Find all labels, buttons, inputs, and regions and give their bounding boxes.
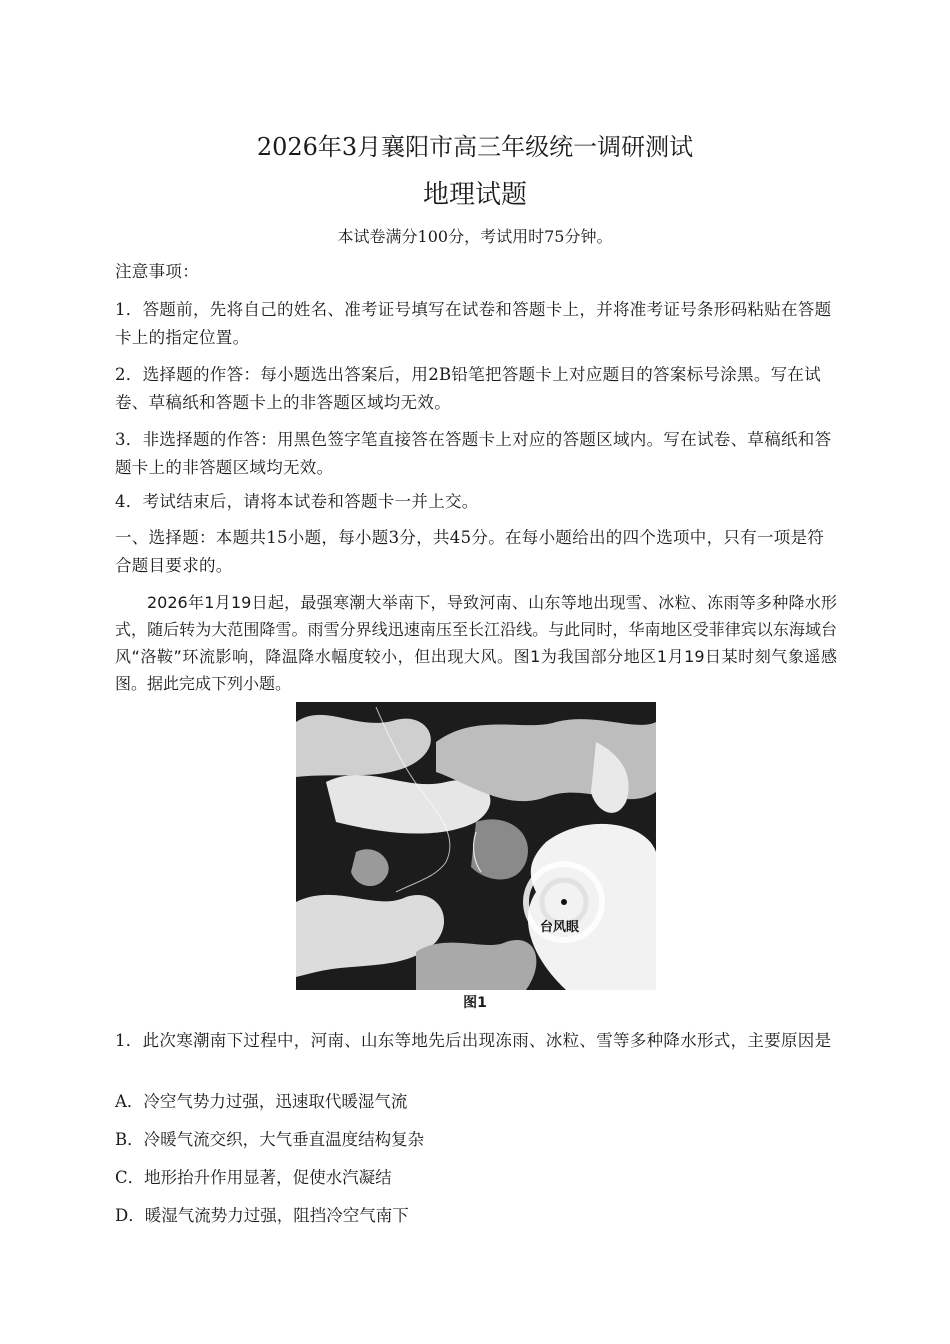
note-item-2: 2．选择题的作答：每小题选出答案后，用2B铅笔把答题卡上对应题目的答案标号涂黑。写在试卷、草稿纸和答题卡上的非答题区域均无效。 — [115, 365, 822, 412]
note-item-4: 4．考试结束后，请将本试卷和答题卡一并上交。 — [115, 492, 479, 511]
section-intro: 一、选择题：本题共15小题，每小题3分，共45分。在每小题给出的四个选项中，只有一项是符合题目要求的。 — [115, 528, 825, 575]
figure-caption: 图1 — [463, 995, 487, 1011]
question-1-option-c[interactable]: C．地形抬升作用显著，促使水汽凝结 — [115, 1168, 392, 1187]
question-1-stem: 1．此次寒潮南下过程中，河南、山东等地先后出现冻雨、冰粒、雪等多种降水形式，主要原因是 — [115, 1031, 832, 1050]
question-1-option-b[interactable]: B．冷暖气流交织，大气垂直温度结构复杂 — [115, 1130, 425, 1149]
question-1-option-a[interactable]: A．冷空气势力过强，迅速取代暖湿气流 — [115, 1092, 408, 1111]
satellite-image — [296, 702, 656, 990]
note-item-3: 3．非选择题的作答：用黑色签字笔直接答在答题卡上对应的答题区域内。写在试卷、草稿纸和答题卡上的非答题区域均无效。 — [115, 430, 832, 477]
exam-title: 2026年3月襄阳市高三年级统一调研测试 — [256, 133, 694, 161]
reading-passage: 2026年1月19日起，最强寒潮大举南下，导致河南、山东等地出现雪、冰粒、冻雨等多种降水形式，随后转为大范围降雪。雨雪分界线迅速南压至长江沿线。与此同时，华南地区受菲律宾以东海域台风“洛鞍”环流影响，降温降水幅度较小，但出现大风。图1为我国部分地区1月19日某时刻气象遥感图。据此完成下列小题。 — [115, 593, 837, 693]
note-item-1: 1．答题前，先将自己的姓名、准考证号填写在试卷和答题卡上，并将准考证号条形码粘贴在答题卡上的指定位置。 — [115, 300, 832, 347]
exam-info: 本试卷满分100分，考试用时75分钟。 — [337, 227, 613, 246]
notes-heading: 注意事项： — [115, 262, 199, 281]
question-1-option-d[interactable]: D．暖湿气流势力过强，阻挡冷空气南下 — [115, 1206, 409, 1225]
typhoon-eye-label: 台风眼 — [540, 920, 580, 935]
subject-title: 地理试题 — [422, 180, 527, 210]
typhoon-eye-marker — [561, 899, 567, 905]
